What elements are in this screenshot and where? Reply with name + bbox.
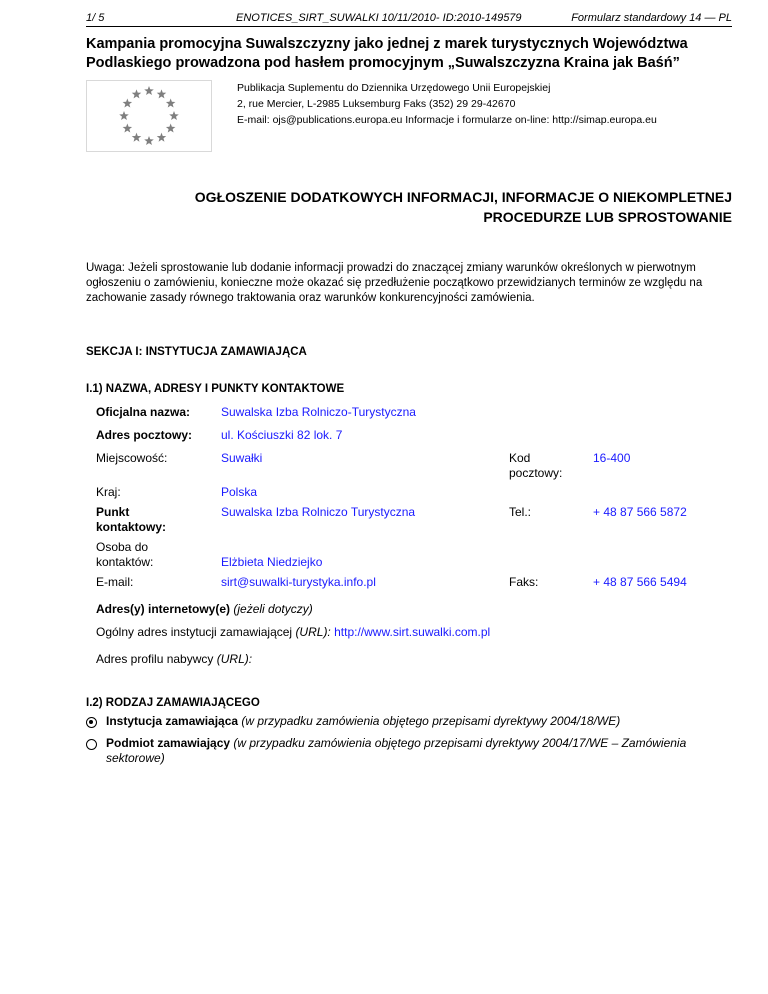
star-icon [144,86,154,95]
contact-point-value: Suwalska Izba Rolniczo Turystyczna [221,505,416,519]
email-value[interactable]: sirt@suwalki-turystyka.info.pl [221,575,376,589]
publisher-line-1: Publikacja Suplementu do Dziennika Urzędowego Unii Europejskiej [237,82,551,94]
notice-subject-title: Kampania promocyjna Suwalszczyzny jako jednej z marek turystycznych Województwa Podlaskiego prowadzona pod hasłem promocyjnym „Suwalszczyzna Kraina jak Baśń” [86,36,688,71]
notice-type-title-line-2: PROCEDURZE LUB SPROSTOWANIE [483,209,732,225]
contracting-authority-option [106,714,732,729]
official-name-label: Oficjalna nazwa: [96,405,191,419]
contracting-entity-note: (w przypadku zamówienia objętego przepisami dyrektywy 2004/17/WE – Zamówienia sektorowe) [106,736,687,765]
star-icon [166,99,176,108]
star-icon [123,124,133,133]
email-label: E-mail: [96,575,134,589]
postal-address-label: Adres pocztowy: [96,428,193,442]
section-1-2-heading: I.2) RODZAJ ZAMAWIAJĄCEGO [86,697,260,709]
postal-address-value: ul. Kościuszki 82 lok. 7 [221,428,343,442]
contracting-entity-option [106,736,732,766]
notice-type-title [86,187,732,227]
document-id: ENOTICES_SIRT_SUWALKI 10/11/2010- ID:2010-149579 [236,12,522,24]
postcode-label: Kod pocztowy: [509,451,563,480]
contact-person-label: Osoba do kontaktów: [96,540,154,569]
contracting-authority-note: (w przypadku zamówienia objętego przepisami dyrektywy 2004/18/WE) [241,714,621,728]
contracting-entity-radio[interactable] [86,739,97,750]
contracting-authority-radio[interactable] [86,717,97,728]
section-1-1-heading: I.1) NAZWA, ADRESY I PUNKTY KONTAKTOWE [86,383,345,395]
publisher-line-3: E-mail: ojs@publications.europa.eu Informacje i formularze on-line: http://simap.europa.eu [237,114,657,126]
star-icon [169,111,179,120]
buyer-profile-label: Adres profilu nabywcy [96,652,214,666]
buyer-profile-line [96,652,252,667]
warning-paragraph: Uwaga: Jeżeli sprostowanie lub dodanie informacji prowadzi do znaczącej zmiany warunków określonych w pierwotnym ogłoszeniu o zamówieniu, konieczne może okazać się przedłużenie początkowo przewidzianych terminów ze względu na zachowanie zasady równego traktowania oraz warunków konkurencyjności zamówienia. [86,262,703,304]
postcode-value: 16-400 [593,451,631,465]
internet-addresses-line [96,602,313,617]
star-icon [119,111,129,120]
internet-addresses-heading: Adres(y) internetowy(e) [96,602,231,616]
country-value: Polska [221,485,258,499]
star-icon [132,133,142,142]
city-label: Miejscowość: [96,451,168,465]
city-value: Suwałki [221,451,263,465]
country-label: Kraj: [96,485,121,499]
general-url-line [96,625,490,640]
publisher-line-2: 2, rue Mercier, L-2985 Luksemburg Faks (352) 29 29-42670 [237,98,516,110]
form-name: Formularz standardowy 14 — PL [571,12,732,24]
general-url-value[interactable]: http://www.sirt.suwalki.com.pl [334,625,491,639]
star-icon [123,99,133,108]
page-header [86,8,732,27]
star-icon [166,124,176,133]
contact-point-label: Punkt kontaktowy: [96,505,167,534]
contact-person-value: Elżbieta Niedziejko [221,555,323,569]
publisher-info [237,80,727,128]
page-number: 1/ 5 [86,12,105,24]
eu-stars-icon [87,81,211,151]
contracting-entity-label: Podmiot zamawiający [106,736,231,750]
fax-value: + 48 87 566 5494 [593,575,687,589]
star-icon [157,133,167,142]
official-name-value: Suwalska Izba Rolniczo-Turystyczna [221,405,416,419]
buyer-profile-url-tag: (URL): [216,652,253,666]
internet-addresses-note: (jeżeli dotyczy) [233,602,313,616]
fax-label: Faks: [509,575,539,589]
general-url-label: Ogólny adres instytucji zamawiającej [96,625,293,639]
tel-value: + 48 87 566 5872 [593,505,687,519]
tel-label: Tel.: [509,505,532,519]
star-icon [157,89,167,98]
notice-type-title-line-1: OGŁOSZENIE DODATKOWYCH INFORMACJI, INFORMACJE O NIEKOMPLETNEJ [194,189,732,205]
contracting-authority-label: Instytucja zamawiająca [106,714,239,728]
star-icon [132,89,142,98]
star-icon [144,136,154,145]
eu-flag-logo [86,80,212,152]
section-1-heading: SEKCJA I: INSTYTUCJA ZAMAWIAJĄCA [86,346,307,358]
general-url-tag: (URL): [295,625,331,639]
